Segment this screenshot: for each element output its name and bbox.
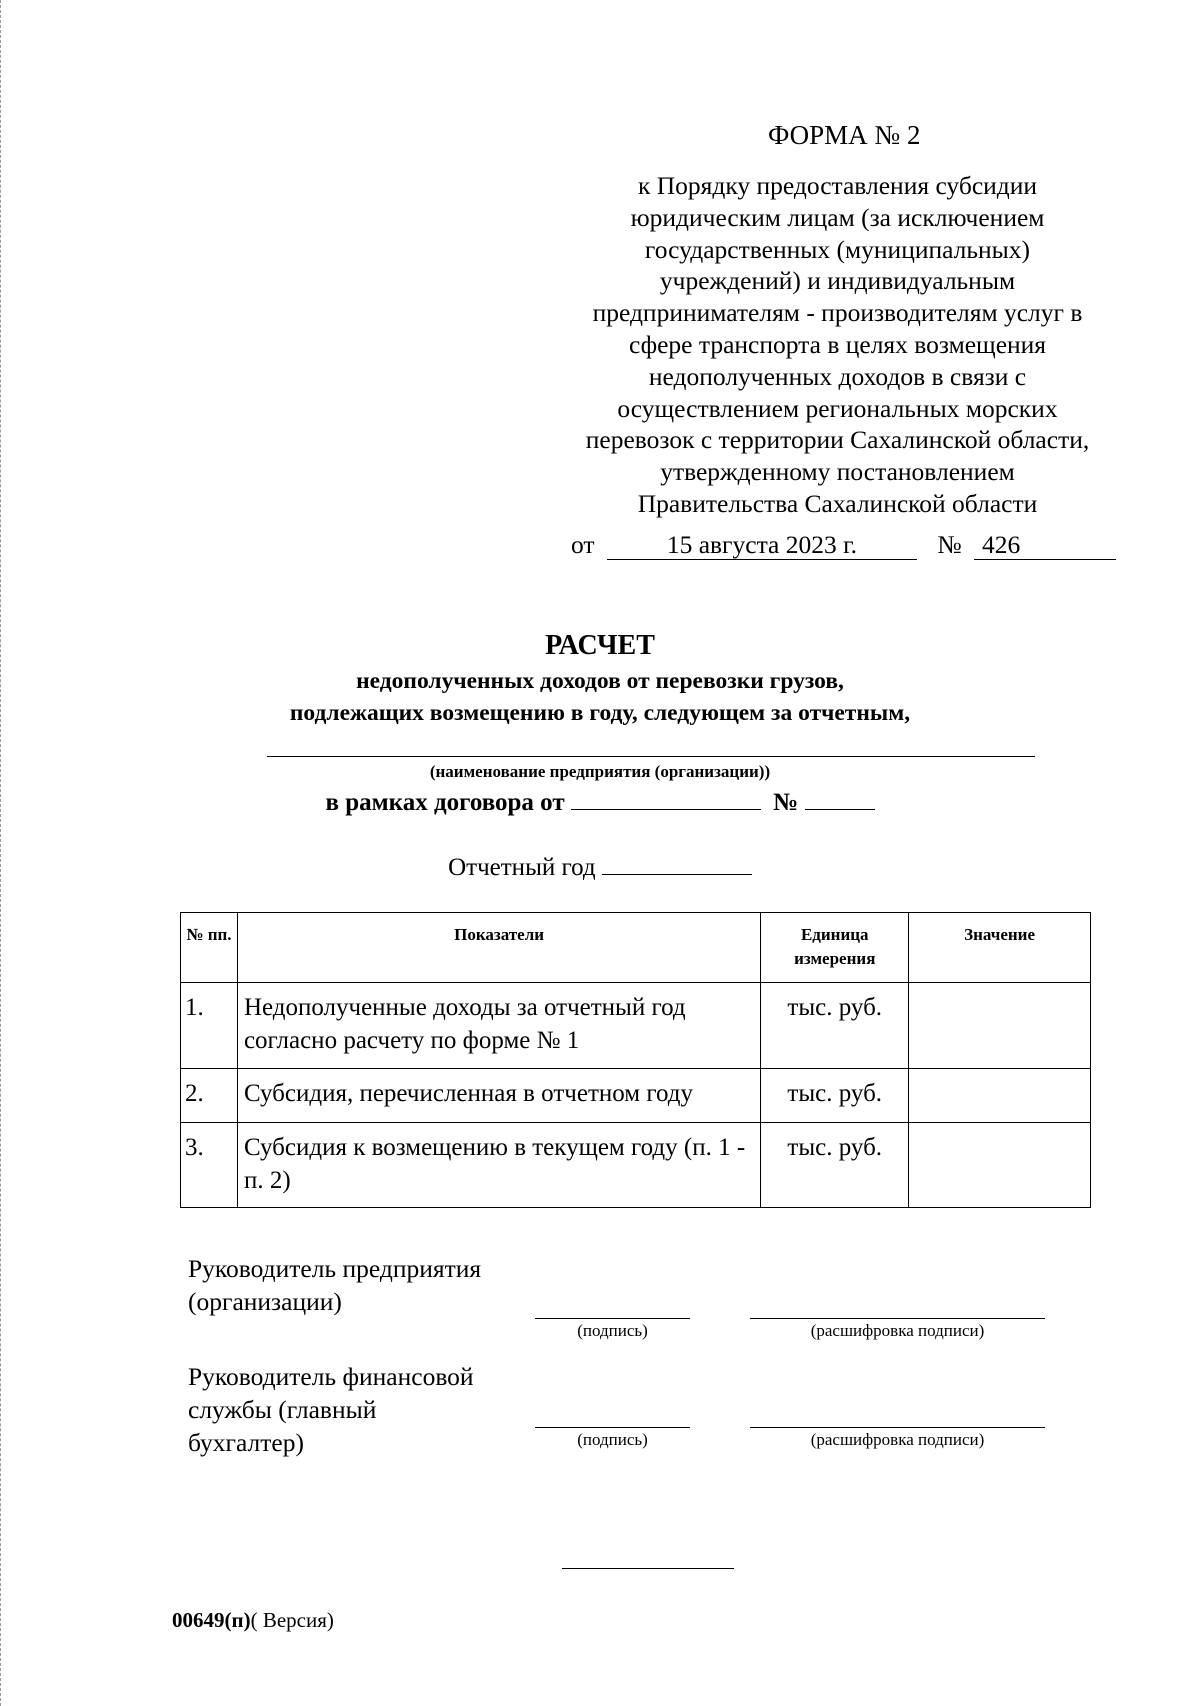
- indicators-table: [180, 912, 1091, 1208]
- head-name-field[interactable]: [750, 1318, 1045, 1319]
- appendix-line: к Порядку предоставления субсидии: [637, 171, 1038, 200]
- document-code: 00649(п): [172, 1608, 251, 1632]
- role-line: Руководитель предприятия: [188, 1254, 482, 1283]
- col-header-value: Значение: [909, 913, 1091, 983]
- row-unit: тыс. руб.: [761, 1069, 909, 1123]
- row-value-field[interactable]: [909, 1069, 1091, 1123]
- contract-number-sign: №: [773, 789, 799, 816]
- row-indicator: Субсидия к возмещению в текущем году (п. 1 - п. 2): [237, 1123, 760, 1208]
- role-line: Руководитель финансовой: [188, 1362, 474, 1391]
- col-header-unit: Единица измерения: [761, 913, 909, 983]
- resolution-number: 426: [974, 531, 1116, 560]
- title-line-1: недополученных доходов от перевозки грузов,: [356, 668, 844, 694]
- role-line: (организации): [188, 1287, 342, 1316]
- role-line: службы (главный: [188, 1395, 377, 1424]
- signature-caption: (подпись): [577, 1430, 648, 1449]
- row-num: 1.: [181, 983, 238, 1069]
- table-row: [181, 1123, 1091, 1208]
- resolution-date: 15 августа 2023 г.: [607, 531, 917, 560]
- appendix-line: перевозок с территории Сахалинской области,: [585, 425, 1090, 455]
- contract-number-field[interactable]: [805, 785, 875, 810]
- table-row: [181, 983, 1091, 1069]
- table-header-row: [181, 913, 1091, 983]
- number-sign: №: [937, 530, 962, 559]
- contract-date-field[interactable]: [571, 785, 761, 810]
- row-unit: тыс. руб.: [761, 1123, 909, 1208]
- reporting-year-line: [0, 850, 1200, 882]
- row-num: 2.: [181, 1069, 238, 1123]
- document-title: РАСЧЕТ: [545, 630, 655, 661]
- appendix-line: осуществлением региональных морских: [617, 393, 1058, 423]
- appendix-line: Правительства Сахалинской области: [637, 488, 1038, 518]
- title-line-2: подлежащих возмещению в году, следующем за отчетным,: [289, 700, 911, 726]
- contract-line: [0, 785, 1200, 817]
- row-value-field[interactable]: [909, 1123, 1091, 1208]
- form-number: ФОРМА № 2: [768, 120, 921, 150]
- head-signatory-role: [188, 1252, 481, 1318]
- decode-caption: (расшифровка подписи): [810, 1430, 985, 1449]
- resolution-date-line: [571, 530, 1116, 560]
- row-num: 3.: [181, 1123, 238, 1208]
- appendix-line: сфере транспорта в целях возмещения: [628, 329, 1047, 359]
- row-indicator: Субсидия, перечисленная в отчетном году: [237, 1069, 760, 1123]
- table-row: [181, 1069, 1091, 1123]
- reporting-year-label: Отчетный год: [448, 854, 596, 881]
- reporting-year-field[interactable]: [602, 850, 752, 875]
- col-header-indicator: Показатели: [237, 913, 760, 983]
- signature-caption: (подпись): [577, 1321, 648, 1340]
- appendix-line: предпринимателям - производителям услуг в: [592, 298, 1083, 328]
- appendix-line: юридическим лицам (за исключением: [630, 202, 1045, 232]
- appendix-reference: [555, 170, 1120, 520]
- organization-caption: (наименование предприятия (организации)): [429, 762, 771, 781]
- end-separator: [562, 1568, 734, 1569]
- organization-name-field[interactable]: [267, 756, 1035, 757]
- appendix-line: утвержденному постановлением: [660, 457, 1015, 487]
- finance-signatory-role: [188, 1360, 474, 1459]
- role-line: бухгалтер): [188, 1428, 304, 1457]
- document-version: ( Версия): [250, 1608, 334, 1632]
- appendix-line: недополученных доходов в связи с: [648, 361, 1027, 391]
- finance-signature-field[interactable]: [535, 1427, 690, 1428]
- row-value-field[interactable]: [909, 983, 1091, 1069]
- appendix-line: учреждений) и индивидуальным: [659, 266, 1016, 296]
- head-signature-field[interactable]: [535, 1318, 690, 1319]
- col-header-num: № пп.: [181, 913, 238, 983]
- document-footer: [172, 1608, 334, 1633]
- appendix-line: государственных (муниципальных): [644, 234, 1031, 264]
- date-prefix: от: [571, 530, 595, 559]
- decode-caption: (расшифровка подписи): [810, 1321, 985, 1340]
- row-indicator: Недополученные доходы за отчетный год согласно расчету по форме № 1: [237, 983, 760, 1069]
- finance-name-field[interactable]: [750, 1427, 1045, 1428]
- row-unit: тыс. руб.: [761, 983, 909, 1069]
- contract-prefix: в рамках договора от: [325, 789, 565, 816]
